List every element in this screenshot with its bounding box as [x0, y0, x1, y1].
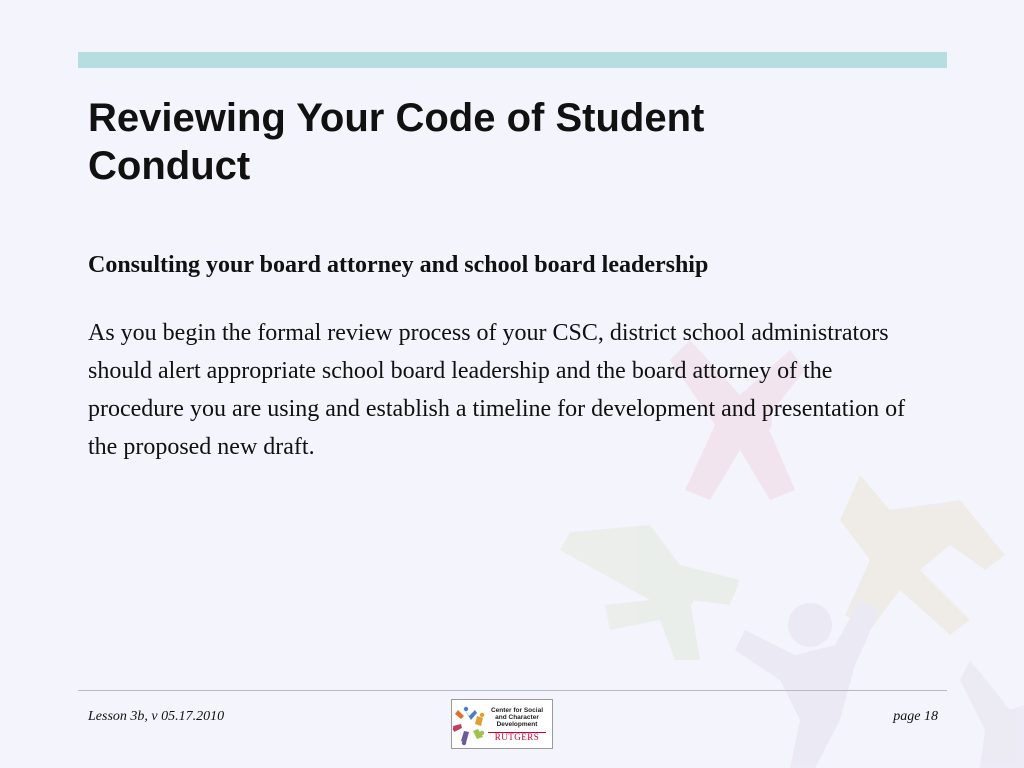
logo-line-1: Center for Social — [490, 707, 543, 714]
ccd-logo-figures-icon — [452, 701, 486, 747]
ccd-rutgers-logo — [451, 699, 553, 749]
page-title — [88, 94, 908, 190]
rutgers-wordmark: RUTGERS — [488, 732, 546, 741]
page-number-label: page 18 — [893, 709, 938, 724]
title-line-2: Conduct — [88, 144, 251, 188]
lesson-version-label: Lesson 3b, v 05.17.2010 — [88, 709, 225, 724]
section-subtitle: Consulting your board attorney and school board leadership — [88, 252, 709, 278]
top-accent-band — [78, 52, 947, 68]
title-line-1: Reviewing Your Code of Student — [88, 96, 705, 140]
body-paragraph: As you begin the formal review process of your CSC, district school administrators should alert appropriate school board leadership and the board attorney of the procedure you are using and establish a timeline for development and presentation of the proposed new draft. — [88, 320, 906, 460]
logo-line-3: Development — [496, 721, 538, 728]
logo-text-block — [488, 707, 546, 741]
footer-divider — [78, 690, 947, 691]
logo-line-2: and Character — [495, 714, 539, 721]
